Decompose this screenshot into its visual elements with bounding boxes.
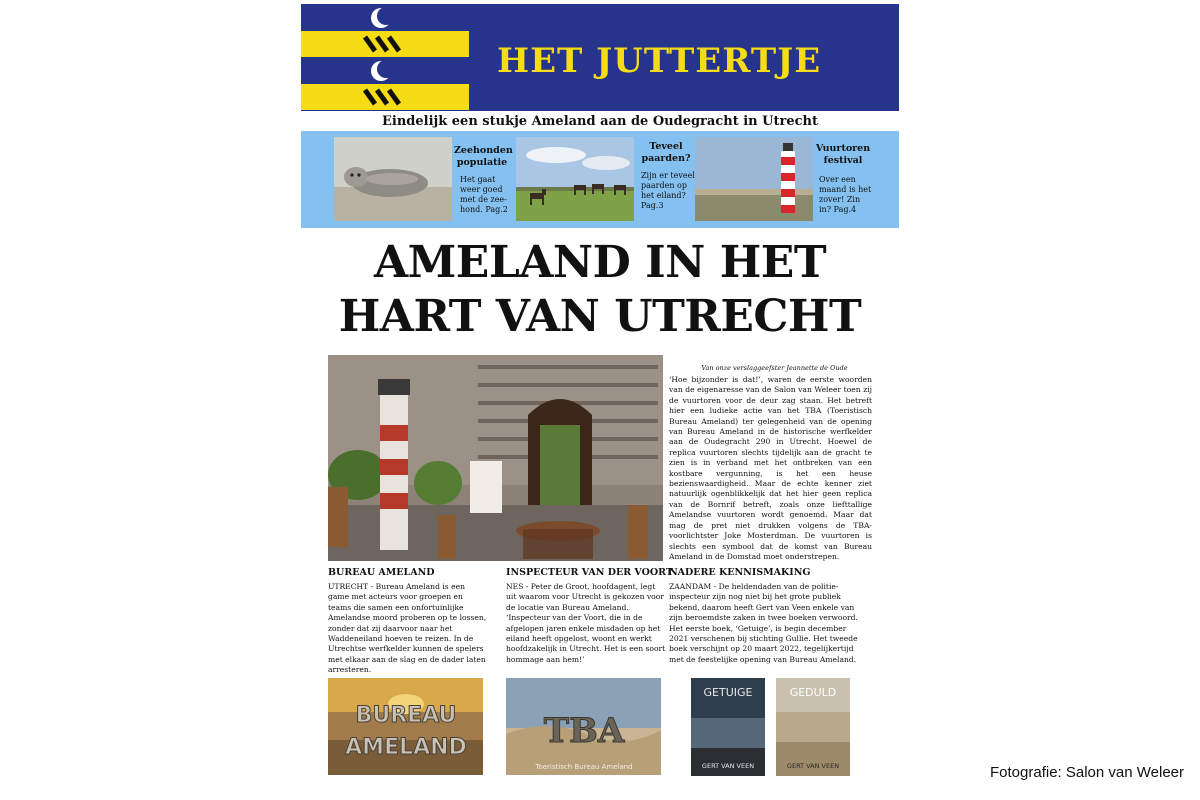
column-text: NES - Peter de Groot, hoofdagent, legt uit waarom voor Utrecht is gekozen voor de locatie van Bureau Ameland. ‘Inspecteur van der Voort, die in de afgelopen jaren enkele misdaden op het eiland heeft opgelost, woont en werkt hoofdzakelijk in Utrecht. Het is een soort hommage aan hem!’ [506, 582, 666, 664]
tba-image [506, 678, 661, 775]
column-title: BUREAU AMELAND [328, 567, 435, 578]
byline: Van onze verslaggeefster Jeannette de Oude [701, 364, 848, 372]
crescent-moon-icon [371, 61, 391, 81]
lighthouse-photo [695, 137, 813, 221]
book1-author: GERT VAN VEEN [701, 762, 755, 770]
tba-caption: Toeristisch Bureau Ameland [535, 763, 633, 771]
article-column [669, 567, 864, 665]
main-story-text: ‘Hoe bijzonder is dat!’, waren de eerste woorden van de eigenaresse van de Salon van Weleer toen zij de vuurtoren voor de deur zag staan. Het betreft hier een ludieke actie van het TBA (Toeristisch Bureau Ameland) ter gelegenheid van de opening van Bureau Ameland in de historische werfkelder aan de Oudegracht 290 in Utrecht. Hoewel de replica vuurtoren slechts tijdelijk aan de gracht te zien is in verband met het ontbreken van een kostbare vergunning, is het een heuse bezienswaardigheid. Maar de echte kenner ziet natuurlijk ogenblikkelijk dat het hier geen replica van de Bornrif betreft, zoals onze liefttallige Amelandse vuurtoren wordt genoemd. Maar dat mag de pret niet drukken volgens de TBA-voorlichtster Joke Mosterdman. De vuurtoren is slechts een symbool dat de komst van Bureau Ameland in de Domstad moet onderstrepen. [669, 375, 872, 561]
book1-title: GETUIGE [703, 686, 753, 699]
main-headline: AMELAND IN HET HART VAN UTRECHT [338, 237, 862, 342]
ameland-flag [301, 4, 469, 111]
teaser-title: Zeehonden populatie [454, 145, 513, 168]
bureau-logo-text-1: BUREAU [355, 703, 457, 728]
column-text: ZAANDAM - De heldendaden van de politie-inspecteur zijn nog niet bij het grote publiek bekend, daarom heeft Gert van Veen enkele van zijn beroemdste zaken in twee boeken verwoord. Het eerste boek, ‘Getuige’, is begin december 2021 verschenen bij stichting Gullie. Het tweede boek verschijnt op 20 maart 2022, tegelijkertijd met de feestelijke opening van Bureau Ameland. [669, 582, 858, 664]
teaser-band [301, 131, 899, 228]
book-getuige-cover [691, 678, 765, 776]
crescent-moon-icon [371, 8, 391, 28]
column-text: UTRECHT - Bureau Ameland is een game met acteurs voor groepen en teams die samen een onfortuinlijke Amelandse moord proberen op te lossen, zonder dat zij daarvoor naar het Waddeneiland hoeven te reizen. In de Utrechtse werfkelder kunnen de spelers met elkaar aan de slag en de dader laten arresteren. [328, 582, 487, 675]
book-geduld-cover [776, 678, 850, 776]
book2-author: GERT VAN VEEN [786, 762, 840, 770]
bureau-ameland-image [328, 678, 483, 775]
tba-logo: TBA [543, 711, 625, 751]
newspaper-subtitle: Eindelijk een stukje Ameland aan de Oudegracht in Utrecht [382, 114, 818, 129]
column-title: INSPECTEUR VAN DER VOORT [506, 567, 673, 578]
newspaper-title: HET JUTTERTJE [497, 41, 822, 81]
main-photo [328, 355, 663, 561]
teaser-text: Zijn er teveel paarden op het eiland? Pag.3 [641, 171, 695, 210]
horses-photo [516, 137, 634, 221]
teaser-text: Het gaat weer goed met de zee- hond. Pag.2 [460, 175, 508, 214]
book2-title: GEDULD [789, 686, 837, 699]
hooks-icon [363, 35, 407, 53]
hooks-icon [363, 88, 407, 106]
masthead [301, 4, 899, 111]
article-column [506, 567, 673, 665]
seal-photo [334, 137, 452, 221]
photo-credit: Fotografie: Salon van Weleer [990, 764, 1184, 781]
teaser-title: Vuurtoren festival [815, 143, 871, 166]
column-title: NADERE KENNISMAKING [669, 567, 811, 578]
newspaper-page [301, 4, 899, 788]
bureau-logo-text-2: AMELAND [345, 735, 467, 760]
teaser-title: Teveel paarden? [641, 141, 691, 164]
article-column [328, 567, 488, 676]
teaser-text: Over een maand is het zover! Zin in? Pag.4 [819, 175, 872, 214]
